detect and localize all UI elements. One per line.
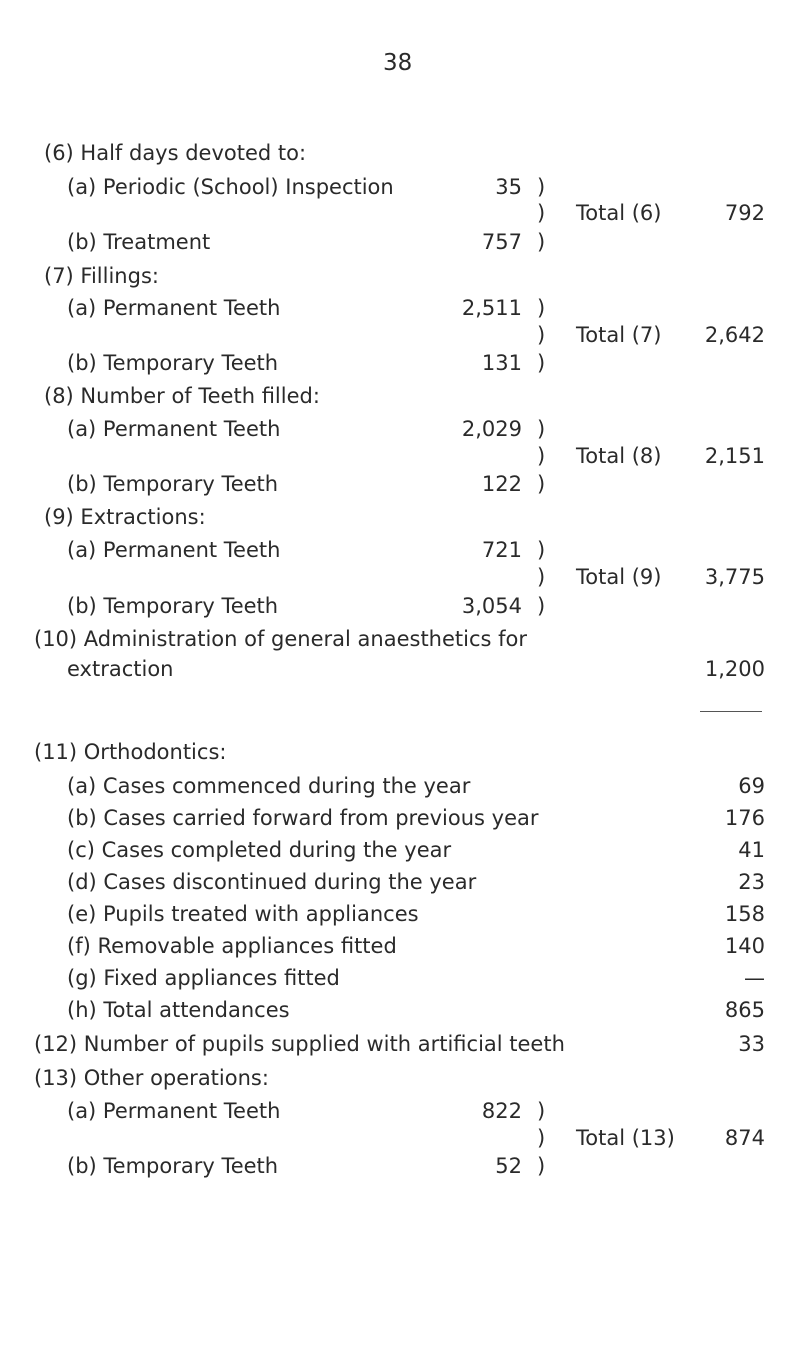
list-item-label: (f) Removable appliances fitted — [67, 934, 397, 958]
section-11-heading: (11) Orthodontics: — [34, 740, 227, 764]
list-item-label: (e) Pupils treated with appliances — [67, 902, 419, 926]
list-item-value: — — [744, 966, 765, 990]
section-9-total-label: Total (9) — [576, 565, 662, 589]
section-8-total-value: 2,151 — [704, 444, 765, 468]
bracket: ) — [537, 296, 546, 320]
bracket: ) — [537, 1099, 546, 1123]
section-9-total-value: 3,775 — [704, 565, 765, 589]
list-item-value: 158 — [724, 902, 765, 926]
list-item-value: 140 — [724, 934, 765, 958]
section-10-line-1: (10) Administration of general anaesthetics for — [34, 627, 528, 651]
bracket: ) — [537, 351, 546, 375]
section-10-line-2: extraction — [67, 657, 174, 681]
list-item-value: 865 — [724, 998, 765, 1022]
bracket: ) — [537, 594, 546, 618]
section-6-item-a-value: 35 — [495, 175, 522, 199]
section-13-item-b-label: (b) Temporary Teeth — [67, 1154, 279, 1178]
list-item-label: (b) Cases carried forward from previous year — [67, 806, 539, 830]
section-8-item-a-value: 2,029 — [461, 417, 522, 441]
list-item-value: 176 — [724, 806, 765, 830]
list-item-label: (c) Cases completed during the year — [67, 838, 452, 862]
section-7-item-a-label: (a) Permanent Teeth — [67, 296, 281, 320]
section-6-total-label: Total (6) — [576, 201, 662, 225]
bracket: ) — [537, 1154, 546, 1178]
section-6-item-b-value: 757 — [481, 230, 522, 254]
section-13-total-value: 874 — [724, 1126, 765, 1150]
section-12-value: 33 — [738, 1032, 765, 1056]
section-8-heading: (8) Number of Teeth filled: — [44, 384, 320, 408]
list-item-label: (d) Cases discontinued during the year — [67, 870, 477, 894]
section-7-total-value: 2,642 — [704, 323, 765, 347]
section-13-item-a-value: 822 — [481, 1099, 522, 1123]
section-7-item-b-label: (b) Temporary Teeth — [67, 351, 279, 375]
list-item-value: 41 — [738, 838, 765, 862]
list-item-label: (g) Fixed appliances fitted — [67, 966, 340, 990]
list-item-value: 23 — [738, 870, 765, 894]
bracket: ) — [537, 323, 546, 347]
section-10-value: 1,200 — [704, 657, 765, 681]
section-13-heading: (13) Other operations: — [34, 1066, 269, 1090]
section-7-total-label: Total (7) — [576, 323, 662, 347]
section-9-item-a-value: 721 — [481, 538, 522, 562]
section-6-item-a-label: (a) Periodic (School) Inspection — [67, 175, 394, 199]
section-7-item-a-value: 2,511 — [461, 296, 522, 320]
bracket: ) — [537, 1126, 546, 1150]
section-8-item-b-label: (b) Temporary Teeth — [67, 472, 279, 496]
bracket: ) — [537, 538, 546, 562]
bracket: ) — [537, 565, 546, 589]
section-8-total-label: Total (8) — [576, 444, 662, 468]
section-6-item-b-label: (b) Treatment — [67, 230, 211, 254]
list-item-label: (h) Total attendances — [67, 998, 290, 1022]
divider-rule — [700, 711, 762, 712]
section-7-item-b-value: 131 — [481, 351, 522, 375]
section-7-heading: (7) Fillings: — [44, 264, 159, 288]
section-6-total-value: 792 — [724, 201, 765, 225]
section-12-label: (12) Number of pupils supplied with artificial teeth — [34, 1032, 565, 1056]
section-9-heading: (9) Extractions: — [44, 505, 206, 529]
bracket: ) — [537, 444, 546, 468]
section-9-item-a-label: (a) Permanent Teeth — [67, 538, 281, 562]
section-6-heading: (6) Half days devoted to: — [44, 141, 307, 165]
section-9-item-b-value: 3,054 — [461, 594, 522, 618]
section-13-item-a-label: (a) Permanent Teeth — [67, 1099, 281, 1123]
bracket: ) — [537, 230, 546, 254]
bracket: ) — [537, 417, 546, 441]
list-item-label: (a) Cases commenced during the year — [67, 774, 471, 798]
bracket: ) — [537, 201, 546, 225]
section-8-item-b-value: 122 — [481, 472, 522, 496]
section-8-item-a-label: (a) Permanent Teeth — [67, 417, 281, 441]
bracket: ) — [537, 472, 546, 496]
page-number: 38 — [383, 50, 413, 76]
section-13-total-label: Total (13) — [576, 1126, 675, 1150]
section-13-item-b-value: 52 — [495, 1154, 522, 1178]
bracket: ) — [537, 175, 546, 199]
list-item-value: 69 — [738, 774, 765, 798]
section-9-item-b-label: (b) Temporary Teeth — [67, 594, 279, 618]
